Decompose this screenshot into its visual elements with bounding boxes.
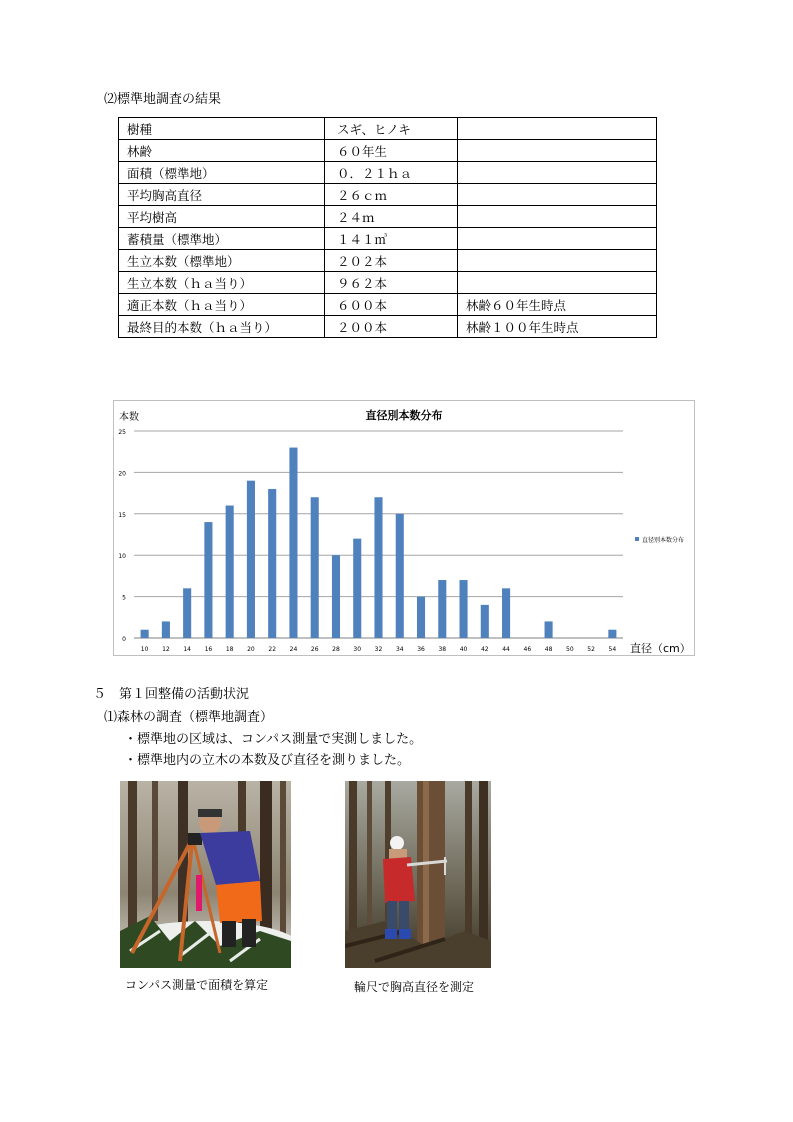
y-axis-label: 本数 — [119, 412, 139, 423]
x-axis-label: 直径（cm） — [630, 642, 691, 655]
table-cell — [458, 118, 657, 140]
table-cell: 樹種 — [119, 118, 325, 140]
y-tick-label: 10 — [118, 553, 126, 561]
table-cell — [458, 140, 657, 162]
bar — [162, 621, 170, 638]
table-row — [119, 250, 657, 272]
bar — [204, 522, 212, 638]
bar — [545, 621, 553, 638]
table-cell: １４１㎥ — [325, 228, 458, 250]
bar — [396, 514, 404, 638]
table-row — [119, 294, 657, 316]
x-tick-label: 36 — [417, 646, 425, 653]
x-tick-label: 20 — [247, 646, 255, 653]
chart-title: 直径別本数分布 — [365, 409, 443, 422]
section5-subtitle: ⑴森林の調査（標準地調査） — [104, 710, 274, 725]
table-cell: スギ、ヒノキ — [325, 118, 458, 140]
table-cell: 蓄積量（標準地） — [119, 228, 325, 250]
table-cell: 適正本数（ｈａ当り） — [119, 294, 325, 316]
caliper-measurement-photo — [345, 781, 491, 968]
x-tick-label: 38 — [438, 646, 447, 653]
x-tick-label: 10 — [140, 646, 149, 653]
section-title: ⑵標準地調査の結果 — [104, 92, 222, 107]
bar — [608, 630, 616, 638]
bar — [438, 580, 446, 638]
section5-title: ５ 第１回整備の活動状況 — [93, 687, 250, 702]
table-cell: 林齢６０年生時点 — [458, 294, 657, 316]
table-cell: ２６ｃｍ — [325, 184, 458, 206]
compass-survey-photo — [120, 781, 291, 968]
table-row — [119, 316, 657, 338]
x-tick-label: 18 — [225, 646, 234, 653]
x-tick-label: 32 — [374, 646, 383, 653]
y-tick-label: 5 — [122, 594, 126, 602]
diameter-distribution-chart — [113, 400, 695, 656]
x-tick-label: 24 — [289, 646, 298, 653]
x-tick-label: 46 — [523, 646, 532, 653]
bar — [481, 605, 489, 638]
table-cell: 林齢 — [119, 140, 325, 162]
x-tick-label: 12 — [162, 646, 170, 653]
bar — [417, 597, 425, 638]
table-cell: ２００本 — [325, 316, 458, 338]
table-row — [119, 118, 657, 140]
table-row — [119, 184, 657, 206]
x-tick-label: 22 — [268, 646, 277, 653]
bar — [183, 588, 191, 638]
table-cell: 最終目的本数（ｈａ当り） — [119, 316, 325, 338]
y-tick-label: 20 — [118, 470, 126, 478]
bar — [374, 497, 382, 638]
table-cell: 林齢１００年生時点 — [458, 316, 657, 338]
photo-caption-left: コンパス測量で面積を算定 — [125, 978, 269, 992]
chart-canvas — [114, 401, 694, 655]
x-tick-label: 50 — [566, 646, 574, 653]
x-tick-label: 14 — [183, 646, 191, 653]
table-cell: 平均胸高直径 — [119, 184, 325, 206]
table-cell: 平均樹高 — [119, 206, 325, 228]
table-cell: 生立本数（標準地） — [119, 250, 325, 272]
table-cell: 面積（標準地） — [119, 162, 325, 184]
bar — [289, 448, 297, 638]
table-cell — [458, 184, 657, 206]
table-row — [119, 228, 657, 250]
x-tick-label: 44 — [502, 646, 510, 653]
bar — [311, 497, 319, 638]
bar — [141, 630, 149, 638]
bar — [247, 481, 255, 638]
table-cell: ２４ｍ — [325, 206, 458, 228]
table-row — [119, 140, 657, 162]
y-tick-label: 25 — [118, 429, 126, 436]
x-tick-label: 52 — [587, 646, 595, 653]
bar — [502, 588, 510, 638]
x-tick-label: 30 — [353, 646, 362, 653]
x-tick-label: 28 — [332, 646, 340, 653]
bar — [460, 580, 468, 638]
table-cell — [458, 162, 657, 184]
table-cell: ２０２本 — [325, 250, 458, 272]
x-tick-label: 48 — [544, 646, 553, 653]
y-tick-label: 0 — [122, 636, 126, 643]
table-cell — [458, 272, 657, 294]
table-cell: ９６２本 — [325, 272, 458, 294]
table-cell — [458, 250, 657, 272]
legend-swatch — [635, 537, 639, 541]
table-cell: ０．２１ｈａ — [325, 162, 458, 184]
table-cell: ６００本 — [325, 294, 458, 316]
x-tick-label: 26 — [310, 646, 319, 653]
bar — [226, 506, 234, 638]
x-tick-label: 40 — [459, 646, 468, 653]
table-cell — [458, 228, 657, 250]
table-row — [119, 162, 657, 184]
bullet-item: ・標準地の区域は、コンパス測量で実測しました。 — [124, 732, 423, 747]
bullet-item: ・標準地内の立木の本数及び直径を測りました。 — [124, 753, 411, 768]
x-tick-label: 34 — [395, 646, 404, 653]
table-cell — [458, 206, 657, 228]
x-tick-label: 54 — [608, 646, 617, 653]
legend-label: 直径別本数分布 — [642, 537, 685, 544]
bar — [332, 555, 340, 638]
survey-results-table — [118, 117, 657, 338]
x-tick-label: 16 — [204, 646, 213, 653]
x-tick-label: 42 — [480, 646, 489, 653]
table-row — [119, 272, 657, 294]
table-cell: 生立本数（ｈａ当り） — [119, 272, 325, 294]
bar — [353, 539, 361, 638]
table-cell: ６０年生 — [325, 140, 458, 162]
photo-caption-right: 輪尺で胸高直径を測定 — [354, 980, 475, 994]
table-row — [119, 206, 657, 228]
y-tick-label: 15 — [118, 511, 126, 519]
bar — [268, 489, 276, 638]
